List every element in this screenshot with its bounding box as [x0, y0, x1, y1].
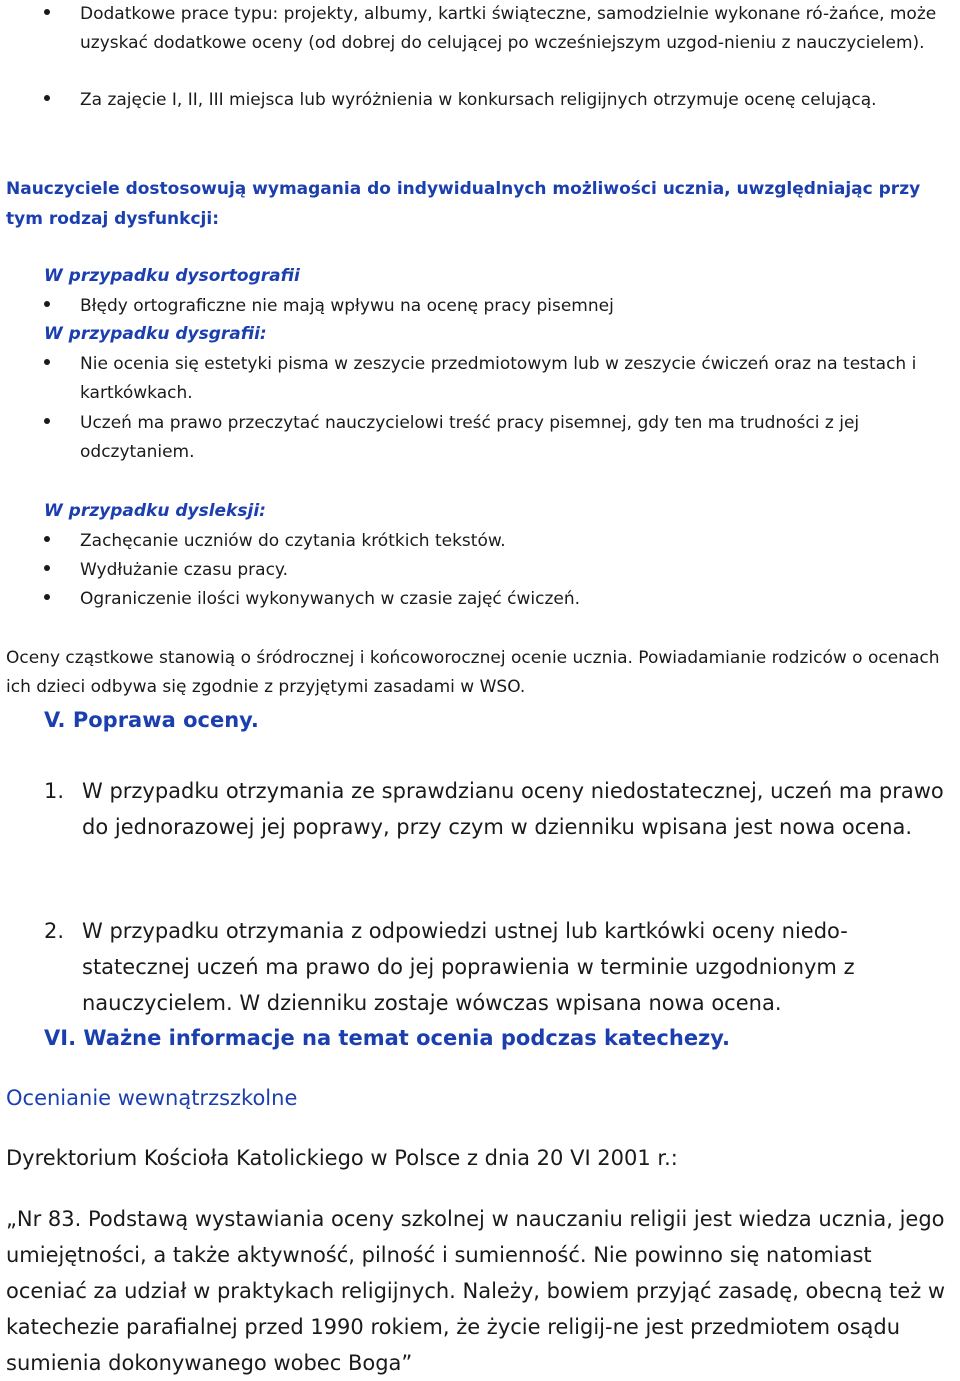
- list-item: [44, 585, 940, 614]
- item-number: 2.: [44, 919, 65, 943]
- dyrektorium-line: Dyrektorium Kościoła Katolickiego w Polsce z dnia 20 VI 2001 r.:: [6, 1146, 678, 1170]
- bullet-text: Ograniczenie ilości wykonywanych w czasie zajęć ćwiczeń.: [80, 589, 581, 609]
- list-item: [44, 556, 940, 585]
- bullet-icon: [44, 359, 50, 365]
- list-item: [44, 773, 944, 845]
- bullet-icon: [44, 594, 50, 600]
- bullet-text: Za zajęcie I, II, III miejsca lub wyróżnienia w konkursach religijnych otrzymuje ocenę celującą.: [80, 90, 877, 110]
- list-item: [44, 86, 940, 115]
- bullet-icon: [44, 9, 50, 15]
- quote-paragraph: „Nr 83. Podstawą wystawiania oceny szkolnej w nauczaniu religii jest wiedza ucznia, jego umiejętności, a także aktywność, pilność i sumienność. Nie powinno się natomiast oceniać za udział w praktykach religijnych. Należy, bowiem przyjąć zasadę, obecną też w katechezie parafialnej przed 1990 rokiem, że życie religij-ne jest przedmiotem osądu sumienia dokonywanego wobec Boga”: [6, 1207, 946, 1375]
- bullet-text: Dodatkowe prace typu: projekty, albumy, kartki świąteczne, samodzielnie wykonane ró-żańce, może uzyskać dodatkowe oceny (od dobrej do celującej po wcześniejszym uzgod-nieniu z nauczycielem).: [80, 4, 937, 53]
- bullet-text: Wydłużanie czasu pracy.: [80, 560, 288, 580]
- bullet-text: Zachęcanie uczniów do czytania krótkich tekstów.: [80, 531, 506, 551]
- heading-dysleksja: W przypadku dysleksji:: [44, 501, 266, 521]
- section-number: V.: [44, 708, 66, 732]
- section-heading-vi: [44, 1021, 960, 1055]
- bullet-text: Nie ocenia się estetyki pisma w zeszycie przedmiotowym lub w zeszycie ćwiczeń oraz na testach i kartkówkach.: [80, 354, 917, 403]
- oceny-paragraph: Oceny cząstkowe stanowią o śródrocznej i końcoworocznej ocenie ucznia. Powiadamianie rodziców o ocenach ich dzieci odbywa się zgodnie z przyjętymi zasadami w WSO.: [6, 648, 940, 697]
- section-number: VI.: [44, 1026, 77, 1050]
- section-title: Poprawa oceny.: [72, 708, 259, 732]
- bullet-text: Błędy ortograficzne nie mają wpływu na ocenę pracy pisemnej: [80, 296, 614, 316]
- item-text: W przypadku otrzymania z odpowiedzi ustnej lub kartkówki oceny niedo-statecznej uczeń ma prawo do jej poprawienia w terminie uzgodnionym z nauczycielem. W dzienniku zostaje wówczas wpisana nowa ocena.: [82, 919, 855, 1015]
- list-item: [44, 527, 940, 556]
- bullet-icon: [44, 418, 50, 424]
- bullet-icon: [44, 536, 50, 542]
- list-item: [44, 0, 940, 58]
- list-item: [44, 350, 940, 408]
- bullet-text: Uczeń ma prawo przeczytać nauczycielowi treść pracy pisemnej, gdy ten ma trudności z jej odczytaniem.: [80, 413, 860, 462]
- section-heading-v: [44, 704, 960, 736]
- heading-dysortografia: W przypadku dysortografii: [44, 266, 300, 286]
- ocenianie-heading: Ocenianie wewnątrzszkolne: [6, 1086, 298, 1110]
- list-item: [44, 913, 944, 1021]
- bullet-icon: [44, 301, 50, 307]
- list-item: [44, 409, 940, 467]
- bullet-icon: [44, 565, 50, 571]
- list-item: [44, 292, 940, 321]
- heading-dysgrafia: W przypadku dysgrafii:: [44, 324, 267, 344]
- section-title: Ważne informacje na temat ocenia podczas katechezy.: [83, 1026, 731, 1050]
- item-number: 1.: [44, 779, 65, 803]
- item-text: W przypadku otrzymania ze sprawdzianu oceny niedostatecznej, uczeń ma prawo do jednorazowej jej poprawy, przy czym w dzienniku wpisana jest nowa ocena.: [82, 779, 944, 839]
- intro-paragraph: Nauczyciele dostosowują wymagania do indywidualnych możliwości ucznia, uwzględniając przy tym rodzaj dysfunkcji:: [6, 179, 921, 229]
- bullet-icon: [44, 95, 50, 101]
